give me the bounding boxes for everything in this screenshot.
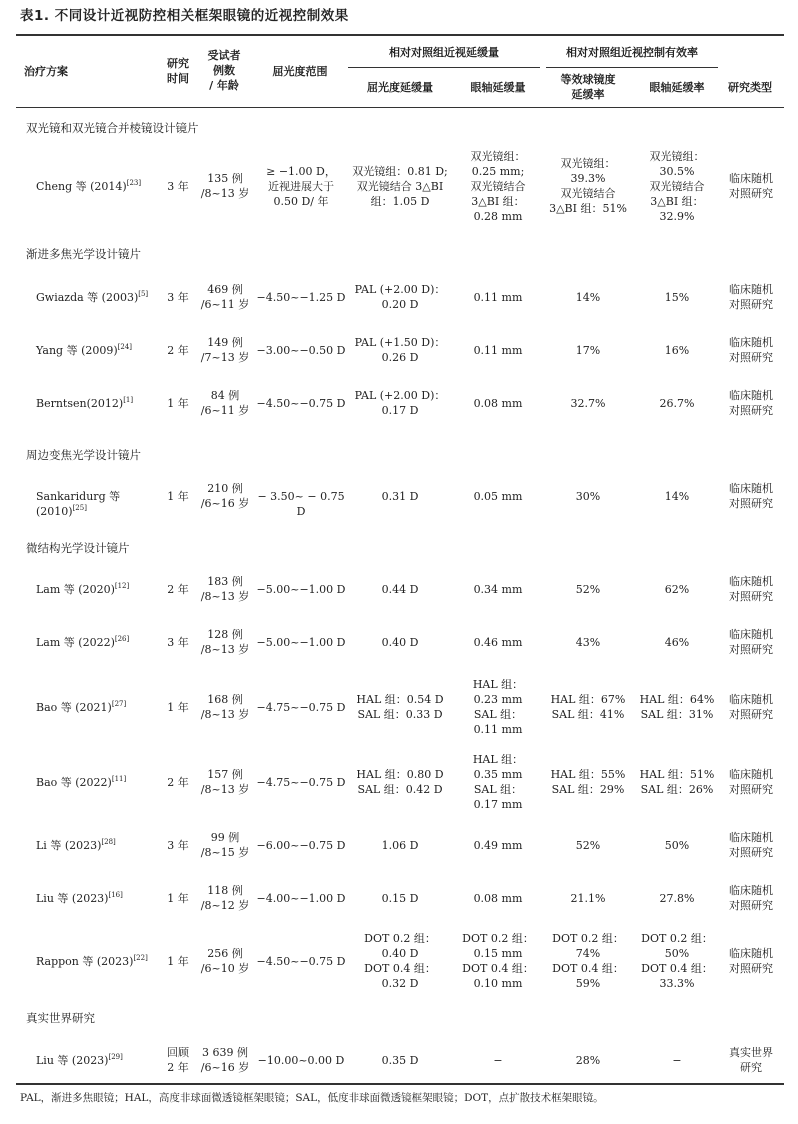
- row-subjects: 183 例 /8~13 岁: [200, 575, 250, 603]
- row-range: −6.00~−0.75 D: [256, 838, 346, 852]
- row-subjects: 210 例 /6~16 岁: [200, 482, 250, 510]
- top-rule: [16, 34, 784, 36]
- row-subjects: 256 例 /6~10 岁: [200, 947, 250, 975]
- row-serate: 28%: [575, 1053, 601, 1067]
- row-type: 临床随机 对照研究: [729, 482, 773, 510]
- row-subjects: 157 例 /8~13 岁: [200, 768, 250, 796]
- row-rdelay: 0.31 D: [381, 489, 419, 503]
- row-study: Yang 等 (2009)[24]: [36, 342, 133, 357]
- row-type: 临床随机 对照研究: [729, 693, 773, 721]
- row-range: −4.75~−0.75 D: [256, 700, 346, 714]
- footnote: PAL，渐进多焦眼镜；HAL，高度非球面微透镜框架眼镜；SAL，低度非球面微透镜框架眼镜；DOT，点扩散技术框架眼镜。: [20, 1092, 604, 1104]
- row-adelay: 0.34 mm: [473, 582, 523, 596]
- row-rdelay: 0.35 D: [381, 1053, 419, 1067]
- row-type: 临床随机 对照研究: [729, 768, 773, 796]
- row-time: 回顾 2 年: [167, 1046, 189, 1074]
- row-adelay: 0.08 mm: [473, 396, 523, 410]
- row-subjects: 118 例 /8~12 岁: [200, 884, 250, 912]
- header-group-delay: 相对对照组近视延缓量: [389, 46, 499, 59]
- group-delay-underline: [348, 67, 540, 68]
- row-range: −4.00~−1.00 D: [256, 891, 346, 905]
- row-serate: 52%: [575, 582, 601, 596]
- row-arate: 双光镜组： 30.5% 双光镜结合 3△BI 组： 32.9%: [649, 149, 705, 223]
- row-arate: HAL 组：64% SAL 组：31%: [639, 693, 715, 721]
- row-adelay: 0.46 mm: [473, 635, 523, 649]
- citation-ref: [24]: [117, 342, 133, 351]
- section-label: 真实世界研究: [26, 1011, 95, 1025]
- row-time: 3 年: [167, 838, 189, 852]
- row-serate: 30%: [575, 489, 601, 503]
- row-rdelay: PAL (+2.00 D)： 0.17 D: [354, 389, 446, 417]
- row-adelay: HAL 组： 0.35 mm SAL 组： 0.17 mm: [472, 753, 524, 811]
- row-arate: 16%: [664, 343, 690, 357]
- row-rdelay: 1.06 D: [381, 838, 419, 852]
- section-label: 渐进多焦光学设计镜片: [26, 247, 141, 261]
- row-adelay: 0.49 mm: [473, 838, 523, 852]
- row-study: Rappon 等 (2023)[22]: [36, 953, 148, 968]
- row-arate: 50%: [664, 838, 690, 852]
- row-subjects: 135 例 /8~13 岁: [200, 172, 250, 200]
- row-range: −5.00~−1.00 D: [256, 635, 346, 649]
- row-adelay: −: [493, 1053, 503, 1067]
- row-range: − 3.50~ − 0.75 D: [257, 489, 345, 518]
- header-refraction-delay: 屈光度延缓量: [367, 81, 433, 94]
- table-title: 表1. 不同设计近视防控相关框架眼镜的近视控制效果: [20, 8, 349, 24]
- row-arate: 62%: [664, 582, 690, 596]
- row-type: 临床随机 对照研究: [729, 628, 773, 656]
- citation-ref: [1]: [123, 395, 134, 404]
- citation-ref: [16]: [108, 890, 123, 899]
- row-arate: DOT 0.2 组： 50% DOT 0.4 组： 33.3%: [641, 932, 713, 990]
- citation-ref: [22]: [133, 953, 148, 962]
- citation-ref: [26]: [114, 634, 130, 643]
- row-time: 3 年: [167, 179, 189, 193]
- citation-ref: [11]: [111, 774, 127, 783]
- row-adelay: 0.05 mm: [473, 489, 523, 503]
- row-time: 1 年: [167, 891, 189, 905]
- row-serate: HAL 组：55% SAL 组：29%: [550, 768, 626, 796]
- citation-ref: [23]: [126, 178, 142, 187]
- row-arate: 27.8%: [659, 891, 695, 905]
- header-group-efficacy: 相对对照组近视控制有效率: [566, 46, 698, 59]
- header-rule: [16, 107, 784, 108]
- row-arate: 46%: [664, 635, 690, 649]
- row-time: 2 年: [167, 775, 189, 789]
- row-type: 临床随机 对照研究: [729, 831, 773, 859]
- row-range: −4.50~−0.75 D: [256, 396, 346, 410]
- row-study: Berntsen(2012)[1]: [36, 395, 134, 410]
- row-study: Sankaridurg 等 (2010)[25]: [36, 489, 121, 518]
- row-type: 临床随机 对照研究: [729, 336, 773, 364]
- row-adelay: DOT 0.2 组： 0.15 mm DOT 0.4 组： 0.10 mm: [462, 932, 534, 990]
- row-study: Liu 等 (2023)[16]: [36, 890, 123, 905]
- row-serate: 双光镜组： 39.3% 双光镜结合 3△BI 组：51%: [549, 157, 627, 215]
- row-arate: 14%: [664, 489, 690, 503]
- citation-ref: [28]: [101, 837, 116, 846]
- row-rdelay: PAL (+1.50 D)： 0.26 D: [354, 336, 446, 364]
- row-arate: −: [672, 1053, 682, 1067]
- row-type: 临床随机 对照研究: [729, 389, 773, 417]
- row-serate: 43%: [575, 635, 601, 649]
- row-rdelay: 0.15 D: [381, 891, 419, 905]
- row-time: 1 年: [167, 700, 189, 714]
- row-adelay: 0.11 mm: [473, 290, 523, 304]
- row-type: 临床随机 对照研究: [729, 283, 773, 311]
- row-subjects: 128 例 /8~13 岁: [200, 628, 250, 656]
- row-range: −10.00~0.00 D: [257, 1053, 345, 1067]
- row-study: Li 等 (2023)[28]: [36, 837, 116, 852]
- row-subjects: 84 例 /6~11 岁: [200, 389, 250, 417]
- row-rdelay: PAL (+2.00 D)： 0.20 D: [354, 283, 446, 311]
- row-adelay: 双光镜组： 0.25 mm; 双光镜结合 3△BI 组： 0.28 mm: [470, 149, 526, 223]
- row-study: Bao 等 (2022)[11]: [36, 774, 127, 789]
- citation-ref: [5]: [138, 289, 149, 298]
- citation-ref: [27]: [111, 699, 127, 708]
- header-duration: 研究 时间: [167, 57, 189, 85]
- row-study: Gwiazda 等 (2003)[5]: [36, 289, 149, 304]
- row-study: Bao 等 (2021)[27]: [36, 699, 127, 714]
- row-serate: 52%: [575, 838, 601, 852]
- row-rdelay: HAL 组：0.80 D SAL 组：0.42 D: [356, 768, 444, 796]
- section-label: 双光镜和双光镜合并棱镜设计镜片: [26, 121, 199, 135]
- header-subjects: 受试者 例数 / 年龄: [207, 49, 241, 92]
- citation-ref: [29]: [108, 1052, 123, 1061]
- section-label: 周边变焦光学设计镜片: [26, 448, 141, 462]
- header-axial-rate: 眼轴延缓率: [649, 81, 705, 94]
- row-time: 3 年: [167, 290, 189, 304]
- header-se-rate: 等效球镜度 延缓率: [560, 73, 616, 101]
- row-serate: DOT 0.2 组： 74% DOT 0.4 组： 59%: [552, 932, 624, 990]
- row-type: 临床随机 对照研究: [729, 884, 773, 912]
- row-arate: 15%: [664, 290, 690, 304]
- header-refraction-range: 屈光度范围: [272, 65, 328, 78]
- row-type: 临床随机 对照研究: [729, 947, 773, 975]
- row-subjects: 168 例 /8~13 岁: [200, 693, 250, 721]
- row-range: −4.75~−0.75 D: [256, 775, 346, 789]
- row-serate: 21.1%: [570, 891, 606, 905]
- row-serate: 32.7%: [570, 396, 606, 410]
- row-rdelay: 0.40 D: [381, 635, 419, 649]
- row-subjects: 3 639 例 /6~16 岁: [200, 1046, 250, 1074]
- header-axial-delay: 眼轴延缓量: [470, 81, 526, 94]
- header-scheme: 治疗方案: [24, 65, 68, 78]
- row-arate: 26.7%: [659, 396, 695, 410]
- row-study: Cheng 等 (2014)[23]: [36, 178, 142, 193]
- row-time: 1 年: [167, 489, 189, 503]
- row-study: Lam 等 (2020)[12]: [36, 581, 130, 596]
- row-type: 真实世界 研究: [729, 1046, 773, 1074]
- row-adelay: 0.11 mm: [473, 343, 523, 357]
- row-range: −4.50~−1.25 D: [256, 290, 346, 304]
- citation-ref: [25]: [72, 503, 87, 512]
- row-subjects: 99 例 /8~15 岁: [200, 831, 250, 859]
- row-serate: HAL 组：67% SAL 组：41%: [550, 693, 626, 721]
- row-subjects: 469 例 /6~11 岁: [200, 283, 250, 311]
- row-serate: 14%: [575, 290, 601, 304]
- group-eff-underline: [546, 67, 718, 68]
- row-study: Lam 等 (2022)[26]: [36, 634, 130, 649]
- bottom-rule: [16, 1083, 784, 1085]
- row-rdelay: DOT 0.2 组： 0.40 D DOT 0.4 组： 0.32 D: [364, 932, 436, 990]
- row-range: −3.00~−0.50 D: [256, 343, 346, 357]
- section-label: 微结构光学设计镜片: [26, 541, 130, 555]
- row-adelay: 0.08 mm: [473, 891, 523, 905]
- citation-ref: [12]: [114, 581, 130, 590]
- header-study-type: 研究类型: [728, 81, 772, 94]
- row-type: 临床随机 对照研究: [729, 172, 773, 200]
- row-range: ≥ −1.00 D， 近视进展大于 0.50 D/ 年: [266, 164, 336, 208]
- row-adelay: HAL 组： 0.23 mm SAL 组： 0.11 mm: [472, 678, 524, 736]
- row-type: 临床随机 对照研究: [729, 575, 773, 603]
- row-time: 1 年: [167, 396, 189, 410]
- row-arate: HAL 组：51% SAL 组：26%: [639, 768, 715, 796]
- row-rdelay: 双光镜组：0.81 D; 双光镜结合 3△BI 组：1.05 D: [352, 164, 448, 208]
- row-rdelay: 0.44 D: [381, 582, 419, 596]
- row-time: 2 年: [167, 343, 189, 357]
- row-range: −5.00~−1.00 D: [256, 582, 346, 596]
- row-range: −4.50~−0.75 D: [256, 954, 346, 968]
- row-time: 1 年: [167, 954, 189, 968]
- row-serate: 17%: [575, 343, 601, 357]
- row-study: Liu 等 (2023)[29]: [36, 1052, 123, 1067]
- row-time: 3 年: [167, 635, 189, 649]
- row-time: 2 年: [167, 582, 189, 596]
- row-subjects: 149 例 /7~13 岁: [200, 336, 250, 364]
- row-rdelay: HAL 组：0.54 D SAL 组：0.33 D: [356, 693, 444, 721]
